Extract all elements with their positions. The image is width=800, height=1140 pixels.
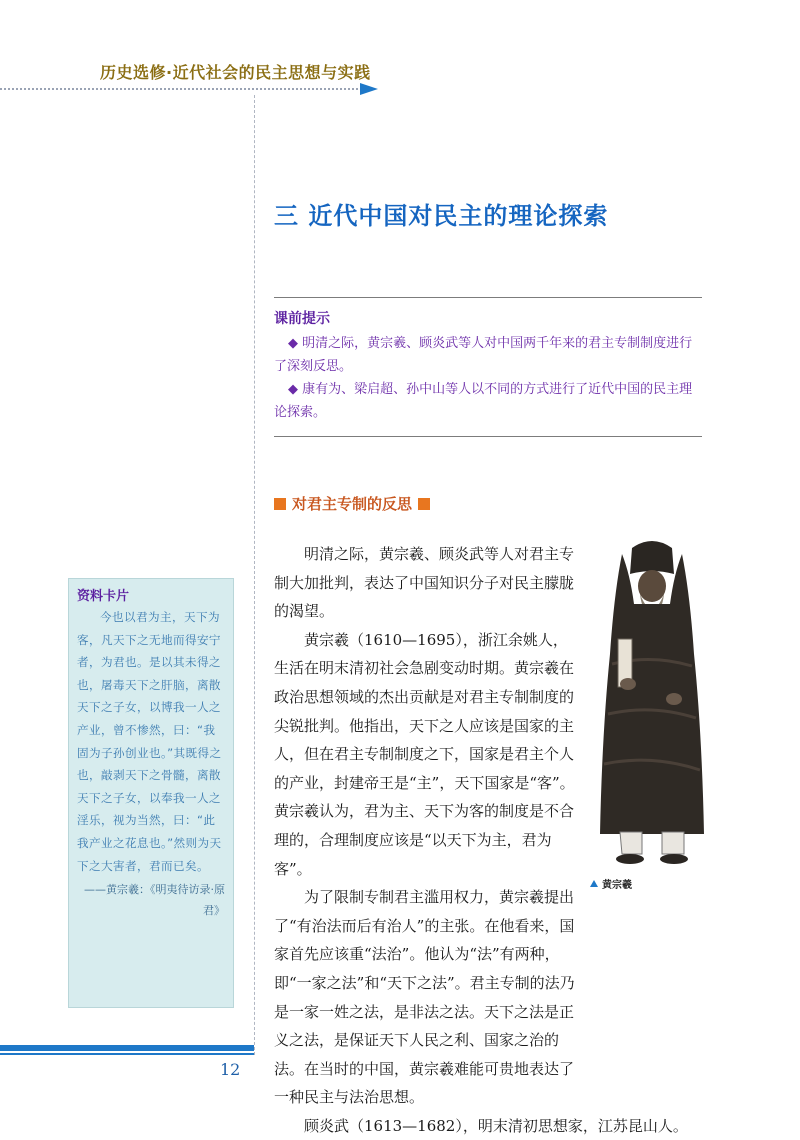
- body-paragraph-lead: 为了限制专制君主滥用权力，黄宗羲提出了“有治法而后有治人”的主张。在他看来，国家首先应该重“法治”。他认为“法”有两种，即“一家之法”和“天下之法”。君主专制的法乃是一家一姓之法，是非法之法。天下之法是正义之法，是保证天下人民之利、国家之治的法。在当时的中国，黄宗羲难能可贵地表达了一种民主与法治思想。: [274, 888, 575, 1107]
- body-paragraph: 顾炎武（1613—1682），明末清初思想家，江苏昆山人。: [304, 1116, 688, 1135]
- chapter-title: 三 近代中国对民主的理论探索: [274, 202, 609, 230]
- triangle-icon: [590, 880, 598, 887]
- preview-item: ◆ 康有为、梁启超、孙中山等人以不同的方式进行了近代中国的民主理论探索。: [274, 382, 693, 420]
- preview-box: [274, 297, 702, 437]
- card-title: 资料卡片: [77, 589, 130, 604]
- header-divider: [0, 88, 370, 90]
- page-number: 12: [220, 1060, 241, 1079]
- arrow-icon: [360, 83, 378, 95]
- card-text: 今也以君为主，天下为客，凡天下之无地而得安宁者，为君也。是以其未得之也，屠毒天下之肝脑，离散天下之子女，以博我一人之产业，曾不惨然，曰：“我固为子孙创业也。”其既得之也，敲剥天下之骨髓，离散天下之子女，以奉我一人之淫乐，视为当然，曰：“此我产业之花息也。”然则为天下之大害者，君而已矣。: [77, 610, 222, 873]
- footer-bar-thin: [0, 1053, 254, 1055]
- body-paragraph: [274, 883, 704, 1112]
- column-divider: [254, 95, 255, 1055]
- footer-bar: [0, 1045, 254, 1051]
- square-icon: [418, 498, 430, 510]
- preview-heading: 课前提示: [274, 311, 330, 327]
- portrait-image: [592, 534, 712, 869]
- portrait-caption: [590, 876, 632, 891]
- section-heading: [274, 493, 430, 514]
- body-paragraph: 黄宗羲（1610—1695），浙江余姚人，生活在明末清初社会急剧变动时期。黄宗羲在政治思想领域的杰出贡献是对君主专制制度的尖锐批判。他指出，天下之人应该是国家的主人，但在君主专制制度之下，国家是君主个人的产业，封建帝王是“主”，天下国家是“客”。黄宗羲认为，君为主、天下为客的制度是不合理的，合理制度应该是“以天下为主，君为客”。: [274, 630, 575, 878]
- info-card: [68, 578, 234, 1008]
- preview-item: ◆ 明清之际，黄宗羲、顾炎武等人对中国两千年来的君主专制制度进行了深刻反思。: [274, 336, 693, 374]
- header-title: 历史选修·近代社会的民主思想与实践: [100, 63, 371, 82]
- section-title: 对君主专制的反思: [292, 495, 413, 513]
- square-icon: [274, 498, 286, 510]
- card-source: ——黄宗羲：《明夷待访录·原君》: [84, 883, 225, 918]
- body-paragraph: 明清之际，黄宗羲、顾炎武等人对君主专制大加批判，表达了中国知识分子对民主朦胧的渴望。: [274, 545, 575, 621]
- caption-text: 黄宗羲: [602, 880, 632, 891]
